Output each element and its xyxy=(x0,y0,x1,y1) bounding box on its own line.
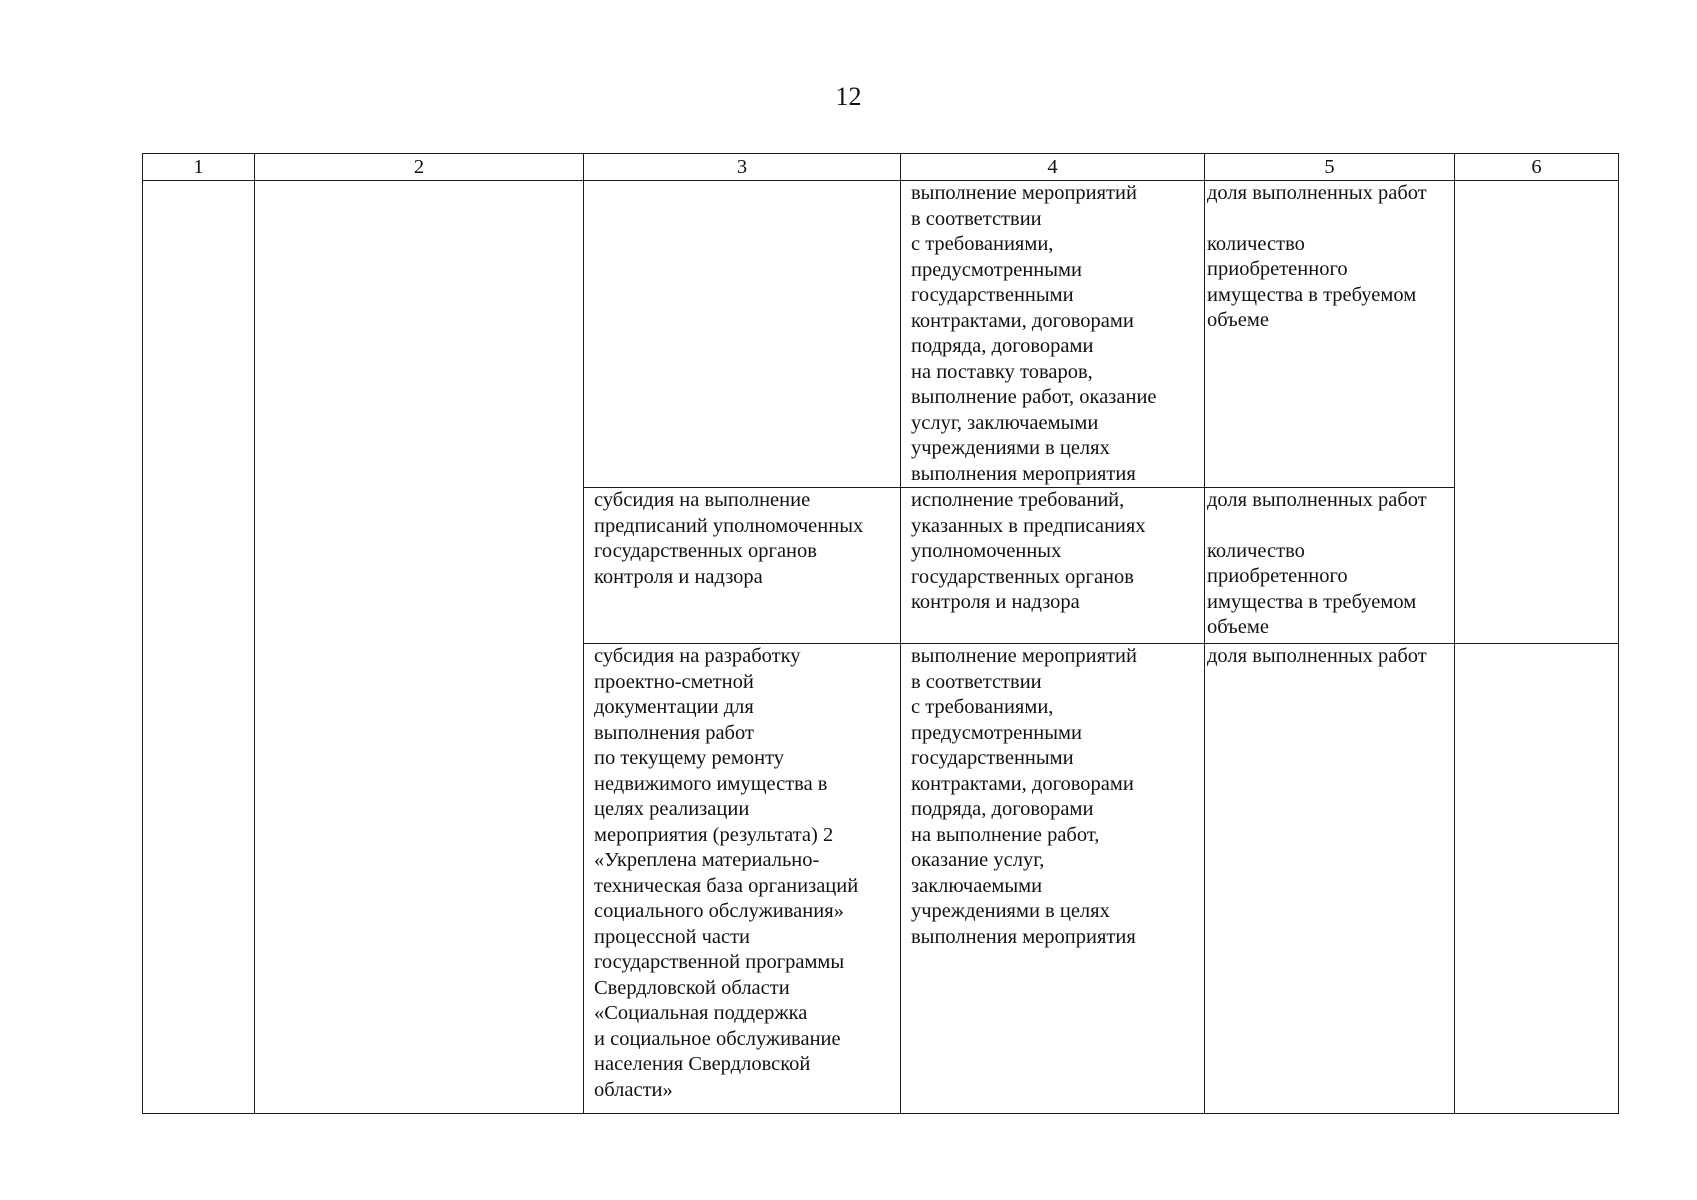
subsidy-cell xyxy=(584,644,901,1114)
column-2-cell xyxy=(255,181,584,1114)
indicator-text-quantity: количество приобретенного имущества в требуемом объеме xyxy=(1207,232,1417,331)
column-header-6: 6 xyxy=(1455,154,1619,181)
column-6-cell xyxy=(1455,181,1619,644)
indicator-text-share: доля выполненных работ xyxy=(1207,182,1427,204)
column-header-5: 5 xyxy=(1205,154,1455,181)
indicator-text-quantity: количество приобретенного имущества в требуемом объеме xyxy=(1207,539,1417,638)
result-text: выполнение мероприятий в соответствии с требованиями, предусмотренными государственными контрактами, договорами подряда, договорами на выполнение работ, оказание услуг, заключаемыми учреждениями в целях выполнения мероприятия xyxy=(911,645,1137,948)
result-cell xyxy=(901,644,1205,1114)
result-text: исполнение требований, указанных в предписаниях уполномоченных государственных органов контроля и надзора xyxy=(911,489,1146,613)
indicator-cell xyxy=(1205,488,1455,644)
subsidy-cell xyxy=(584,488,901,644)
subsidy-cell xyxy=(584,181,901,488)
indicator-text-share: доля выполненных работ xyxy=(1207,645,1427,667)
column-header-2: 2 xyxy=(255,154,584,181)
column-6-cell xyxy=(1455,644,1619,1114)
column-header-1: 1 xyxy=(143,154,255,181)
table-row xyxy=(143,181,1619,488)
indicator-cell xyxy=(1205,644,1455,1114)
indicator-text-share: доля выполненных работ xyxy=(1207,489,1427,511)
subsidy-text: субсидия на выполнение предписаний уполномоченных государственных органов контроля и надзора xyxy=(594,489,864,588)
column-1-cell xyxy=(143,181,255,1114)
column-header-4: 4 xyxy=(901,154,1205,181)
result-text: выполнение мероприятий в соответствии с требованиями, предусмотренными государственными контрактами, договорами подряда, договорами на поставку товаров, выполнение работ, оказание услуг, заключаемыми учреждениями в целях выполнения мероприятия xyxy=(911,182,1157,485)
page-number: 12 xyxy=(835,82,862,111)
result-cell xyxy=(901,181,1205,488)
header-row xyxy=(143,154,1619,181)
subsidy-text: субсидия на разработку проектно-сметной документации для выполнения работ по текущему ремонту недвижимого имущества в целях реализации мероприятия (результата) 2 «Укреплена материально- техническая база организаций социального обслуживания» процессной части государственной программы Свердловской области «Социальная поддержка и социальное обслуживание населения Свердловской области» xyxy=(594,645,859,1101)
column-header-3: 3 xyxy=(584,154,901,181)
indicator-cell xyxy=(1205,181,1455,488)
result-cell xyxy=(901,488,1205,644)
document-table xyxy=(142,153,1619,1114)
